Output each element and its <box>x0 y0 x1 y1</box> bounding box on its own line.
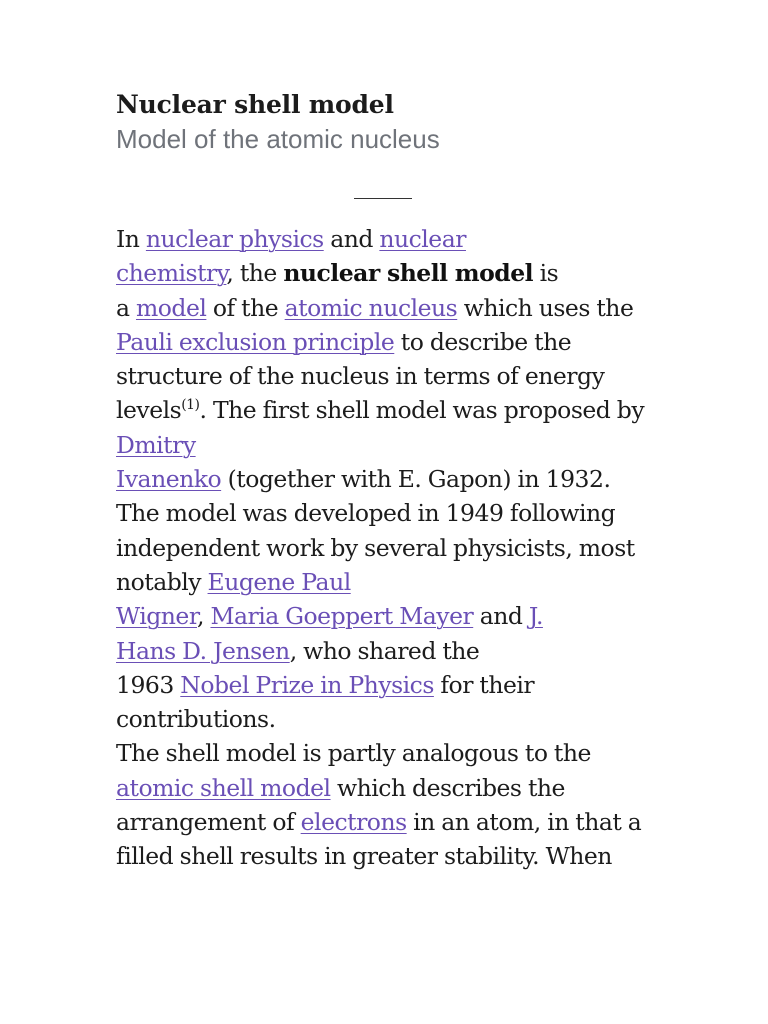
text: a <box>116 293 136 322</box>
text: . The first shell model was proposed by <box>199 396 645 425</box>
text: (together with E. Gapon) in 1932. The model was developed in 1949 following independent work by several physicists, most notably <box>116 465 635 596</box>
text: , who shared the <box>289 636 480 665</box>
link-atomic-shell-model[interactable]: atomic shell model <box>116 773 331 802</box>
link-maria-goeppert-mayer[interactable]: Maria Goeppert Mayer <box>210 602 474 631</box>
text: of the <box>206 293 285 322</box>
text: which uses the <box>457 293 634 322</box>
text: , the <box>226 259 284 288</box>
link-text: Wigner <box>116 602 197 631</box>
link-text: Dmitry <box>116 430 196 459</box>
text: , <box>197 602 211 631</box>
text: is <box>533 259 559 288</box>
divider <box>354 198 412 199</box>
article-body <box>116 222 656 874</box>
paragraph-2 <box>116 736 656 873</box>
link-text: Hans D. Jensen <box>116 636 290 665</box>
bold-term: nuclear shell model <box>283 259 534 288</box>
link-text: J. <box>528 602 543 631</box>
reference-marker[interactable]: (1) <box>181 397 200 414</box>
link-model[interactable]: model <box>135 293 207 322</box>
link-atomic-nucleus[interactable]: atomic nucleus <box>284 293 458 322</box>
link-text: nuclear <box>379 225 466 253</box>
text: which describes the arrangement of <box>116 773 565 837</box>
link-nuclear-physics[interactable]: nuclear physics <box>145 225 324 253</box>
paragraph-1 <box>116 222 656 736</box>
text: The shell model is partly analogous to the <box>116 739 591 768</box>
link-text: Eugene Paul <box>207 567 351 596</box>
text: in an atom, in that a filled shell results in greater stability. When <box>116 808 642 871</box>
text: and <box>323 225 380 253</box>
link-dmitry-ivanenko[interactable] <box>116 431 221 493</box>
text: 1963 <box>116 670 181 699</box>
page-subtitle: Model of the atomic nucleus <box>116 124 440 154</box>
link-nobel-prize-physics[interactable]: Nobel Prize in Physics <box>180 670 434 699</box>
link-electrons[interactable]: electrons <box>300 808 407 837</box>
page-title: Nuclear shell model <box>116 90 394 119</box>
link-pauli-exclusion-principle[interactable]: Pauli exclusion principle <box>116 327 395 356</box>
text: for their contributions. <box>116 670 535 734</box>
link-text: chemistry <box>116 259 227 288</box>
link-text: Ivanenko <box>116 465 222 494</box>
text: In <box>116 225 146 253</box>
text: and <box>473 602 529 631</box>
article-page <box>116 88 656 874</box>
text: to describe the structure of the nucleus in terms of energy levels <box>116 327 605 425</box>
